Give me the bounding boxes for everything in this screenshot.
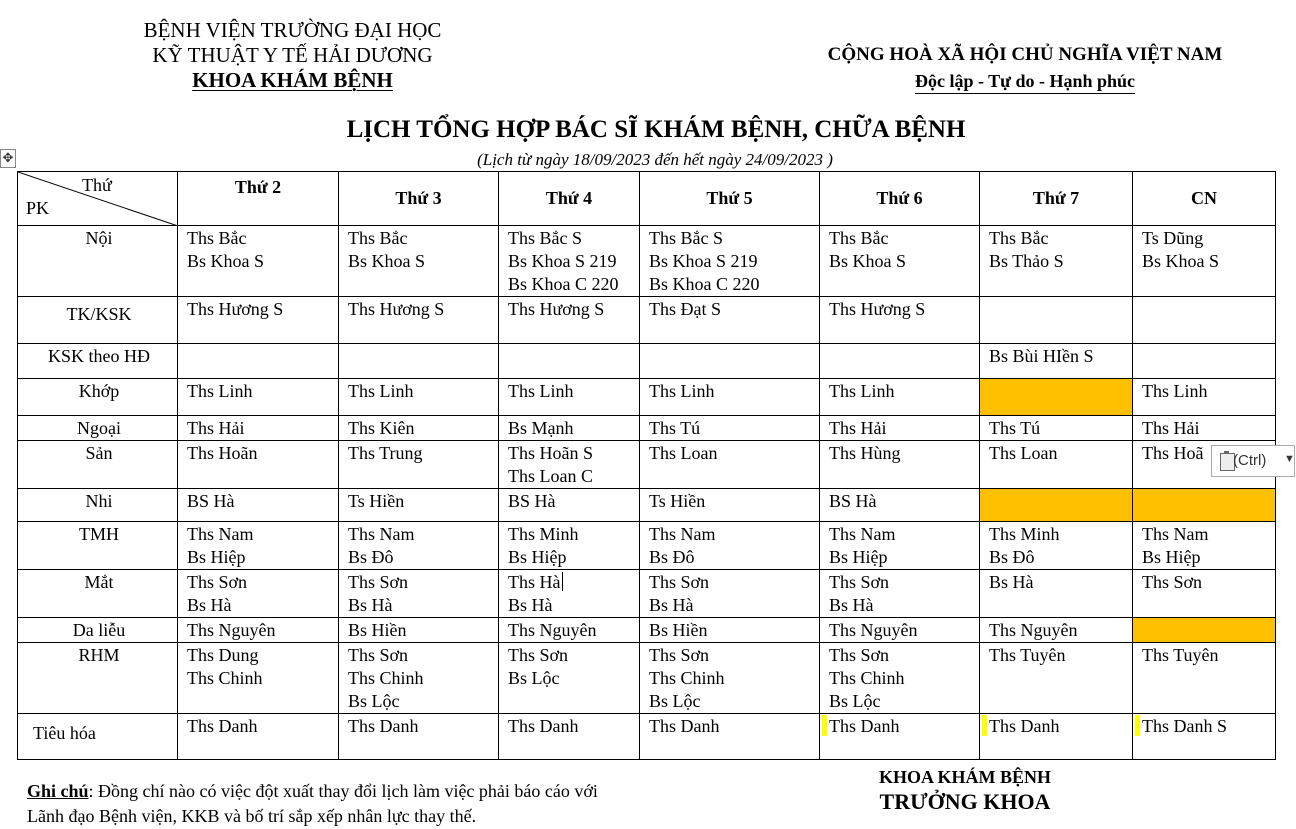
paste-options-label: (Ctrl) xyxy=(1233,452,1267,469)
chevron-down-icon: ▼ xyxy=(1284,453,1295,465)
corner-cell xyxy=(18,172,178,226)
schedule-cell[interactable]: Ths Danh xyxy=(640,714,820,760)
schedule-cell[interactable]: Ths Danh xyxy=(980,714,1133,760)
schedule-cell[interactable]: Ths Sơn xyxy=(1133,570,1276,618)
day-header[interactable]: Thứ 2 xyxy=(178,172,339,226)
org-line-1: BỆNH VIỆN TRƯỜNG ĐẠI HỌC xyxy=(143,18,442,42)
nation-title: CỘNG HOÀ XÃ HỘI CHỦ NGHĨA VIỆT NAM xyxy=(827,44,1223,65)
schedule-cell[interactable]: Ths Bắc Bs Thảo S xyxy=(980,226,1133,297)
schedule-cell[interactable]: Ths Bắc S Bs Khoa S 219 Bs Khoa C 220 xyxy=(499,226,640,297)
schedule-cell[interactable]: Ths Sơn Bs Hà xyxy=(339,570,499,618)
schedule-cell[interactable] xyxy=(1133,297,1276,344)
schedule-cell[interactable] xyxy=(1133,344,1276,379)
schedule-cell[interactable]: Ths Danh xyxy=(178,714,339,760)
day-header[interactable]: Thứ 5 xyxy=(640,172,820,226)
highlight-marker xyxy=(822,715,827,736)
highlight-marker xyxy=(982,715,987,736)
schedule-cell[interactable]: Ths Bắc Bs Khoa S xyxy=(339,226,499,297)
schedule-cell[interactable]: Ths Bắc Bs Khoa S xyxy=(820,226,980,297)
clinic-label: RHM xyxy=(18,643,178,714)
text-cursor xyxy=(562,572,563,591)
page-title: LỊCH TỔNG HỢP BÁC SĨ KHÁM BỆNH, CHỮA BỆNH xyxy=(346,116,966,143)
highlighted-empty-cell[interactable] xyxy=(1133,618,1276,643)
schedule-cell[interactable]: Ths Bắc S Bs Khoa S 219 Bs Khoa C 220 xyxy=(640,226,820,297)
schedule-cell[interactable]: Ths Trung xyxy=(339,441,499,489)
clinic-label: TMH xyxy=(18,522,178,570)
schedule-cell[interactable]: Ts Dũng Bs Khoa S xyxy=(1133,226,1276,297)
schedule-cell[interactable]: Ths Linh xyxy=(178,379,339,416)
schedule-table xyxy=(17,171,1276,760)
schedule-cell[interactable]: BS Hà xyxy=(178,489,339,522)
highlight-marker xyxy=(1135,715,1140,736)
clinic-label: Khớp xyxy=(18,379,178,416)
dept-name: KHOA KHÁM BỆNH xyxy=(192,68,393,92)
schedule-cell[interactable]: Ts Hiền xyxy=(640,489,820,522)
schedule-cell[interactable]: Ths Sơn Ths Chinh Bs Lộc xyxy=(640,643,820,714)
day-header[interactable]: Thứ 7 xyxy=(980,172,1133,226)
table-row xyxy=(18,297,1276,344)
schedule-cell[interactable]: Ths Tuyên xyxy=(980,643,1133,714)
highlighted-empty-cell[interactable] xyxy=(980,489,1133,522)
schedule-cell[interactable]: Ths Hương S xyxy=(499,297,640,344)
table-row xyxy=(18,416,1276,441)
schedule-cell[interactable]: Ths Linh xyxy=(1133,379,1276,416)
schedule-cell[interactable] xyxy=(178,344,339,379)
schedule-cell[interactable]: Ths Danh xyxy=(499,714,640,760)
schedule-cell[interactable]: Ths Hoãn S Ths Loan C xyxy=(499,441,640,489)
schedule-cell[interactable]: Ths Nam Bs Hiệp xyxy=(820,522,980,570)
table-row xyxy=(18,714,1276,760)
schedule-cell[interactable]: Ths Sơn Bs Hà xyxy=(820,570,980,618)
schedule-cell[interactable]: Ths Sơn Bs Hà xyxy=(178,570,339,618)
schedule-cell[interactable]: Ths Hương S xyxy=(820,297,980,344)
hospital-header xyxy=(100,18,485,93)
schedule-cell[interactable]: Ths Nguyên xyxy=(980,618,1133,643)
note-text: : Đồng chí nào có việc đột xuất thay đổi lịch làm việc phải báo cáo với Lãnh đạo Bệnh viện, KKB và bố trí sắp xếp nhân lực thay thế. xyxy=(27,781,598,826)
schedule-cell[interactable]: Ths Nguyên xyxy=(820,618,980,643)
schedule-cell[interactable]: Ths Sơn Bs Hà xyxy=(640,570,820,618)
schedule-cell[interactable]: Bs Bùi HIền S xyxy=(980,344,1133,379)
schedule-cell[interactable]: Ths Minh Bs Hiệp xyxy=(499,522,640,570)
highlighted-empty-cell[interactable] xyxy=(980,379,1133,416)
schedule-cell[interactable]: Ths Nguyên xyxy=(499,618,640,643)
signature-block xyxy=(820,766,1110,816)
clinic-label: Ngoại xyxy=(18,416,178,441)
schedule-cell[interactable]: Ths Hương S xyxy=(339,297,499,344)
table-row xyxy=(18,522,1276,570)
schedule-cell[interactable]: Ths Tú xyxy=(640,416,820,441)
highlighted-empty-cell[interactable] xyxy=(1133,489,1276,522)
schedule-cell[interactable]: Ths Hải xyxy=(1133,416,1276,441)
day-header[interactable]: Thứ 3 xyxy=(339,172,499,226)
note-label: Ghi chú xyxy=(27,781,89,801)
schedule-cell[interactable]: Ths Linh xyxy=(640,379,820,416)
schedule-cell[interactable] xyxy=(640,344,820,379)
schedule-cell[interactable]: Ths Nam Bs Đô xyxy=(339,522,499,570)
schedule-cell[interactable]: Bs Mạnh xyxy=(499,416,640,441)
clinic-label: Sản xyxy=(18,441,178,489)
schedule-cell[interactable] xyxy=(499,344,640,379)
schedule-cell[interactable]: Bs Hiền xyxy=(640,618,820,643)
schedule-cell[interactable]: Ths Hương S xyxy=(178,297,339,344)
schedule-cell[interactable]: Ths Tú xyxy=(980,416,1133,441)
national-motto: Độc lập - Tự do - Hạnh phúc xyxy=(790,68,1260,94)
table-row xyxy=(18,379,1276,416)
table-row xyxy=(18,618,1276,643)
schedule-cell[interactable]: Ths Danh xyxy=(339,714,499,760)
schedule-cell[interactable]: Ths Nguyên xyxy=(178,618,339,643)
clinic-label: TK/KSK xyxy=(18,297,178,344)
table-row xyxy=(18,489,1276,522)
paste-options-button[interactable] xyxy=(1211,445,1295,477)
schedule-cell[interactable]: Ths Danh xyxy=(820,714,980,760)
schedule-cell[interactable]: Ths Minh Bs Đô xyxy=(980,522,1133,570)
schedule-cell[interactable]: Ths Linh xyxy=(499,379,640,416)
schedule-cell[interactable]: Ths Đạt S xyxy=(640,297,820,344)
table-row xyxy=(18,344,1276,379)
schedule-cell[interactable]: BS Hà xyxy=(499,489,640,522)
schedule-cell[interactable]: Ths Hùng xyxy=(820,441,980,489)
footnote xyxy=(27,779,627,829)
schedule-cell[interactable]: Ths Sơn Ths Chinh Bs Lộc xyxy=(339,643,499,714)
schedule-cell[interactable]: Ths Bắc Bs Khoa S xyxy=(178,226,339,297)
schedule-cell[interactable]: Ths Kiên xyxy=(339,416,499,441)
schedule-cell[interactable] xyxy=(980,297,1133,344)
page-subtitle: (Lịch từ ngày 18/09/2023 đến hết ngày 24/09/2023 ) xyxy=(477,150,833,169)
org-line-2: KỸ THUẬT Y TẾ HẢI DƯƠNG xyxy=(152,43,433,67)
clinic-label: KSK theo HĐ xyxy=(18,344,178,379)
schedule-cell[interactable]: Ths Loan xyxy=(640,441,820,489)
day-header[interactable]: Thứ 6 xyxy=(820,172,980,226)
schedule-cell[interactable]: Ths Dung Ths Chinh xyxy=(178,643,339,714)
schedule-cell[interactable]: Ths Sơn Ths Chinh Bs Lộc xyxy=(820,643,980,714)
table-row xyxy=(18,570,1276,618)
schedule-cell[interactable]: Ths Danh S xyxy=(1133,714,1276,760)
clinic-label: Mắt xyxy=(18,570,178,618)
schedule-cell[interactable]: Ths Linh xyxy=(820,379,980,416)
schedule-cell[interactable]: Ths Nam Bs Hiệp xyxy=(1133,522,1276,570)
table-row xyxy=(18,226,1276,297)
clinic-label: Nội xyxy=(18,226,178,297)
schedule-cell[interactable]: Ths Hà Bs Hà xyxy=(499,570,640,618)
schedule-cell[interactable]: Ts Hiền xyxy=(339,489,499,522)
corner-day-label: Thứ xyxy=(82,175,112,195)
clinic-label: Da liễu xyxy=(18,618,178,643)
national-header xyxy=(790,42,1260,94)
schedule-cell[interactable]: BS Hà xyxy=(820,489,980,522)
schedule-cell[interactable]: Bs Hà xyxy=(980,570,1133,618)
schedule-cell[interactable] xyxy=(339,344,499,379)
schedule-cell[interactable]: Ths Sơn Bs Lộc xyxy=(499,643,640,714)
table-move-handle-icon[interactable]: ✥ xyxy=(0,149,16,168)
clinic-label: Nhi xyxy=(18,489,178,522)
schedule-cell[interactable]: Bs Hiền xyxy=(339,618,499,643)
day-header[interactable]: CN xyxy=(1133,172,1276,226)
signature-dept: KHOA KHÁM BỆNH xyxy=(878,767,1051,787)
schedule-cell[interactable]: Ths Loan xyxy=(980,441,1133,489)
corner-clinic-label: PK xyxy=(26,198,50,218)
schedule-cell[interactable]: Ths Hải xyxy=(820,416,980,441)
schedule-cell[interactable]: Ths Hoã xyxy=(1133,441,1276,489)
schedule-cell[interactable]: Ths Linh xyxy=(339,379,499,416)
table-row xyxy=(18,441,1276,489)
schedule-cell[interactable]: Ths Nam Bs Đô xyxy=(640,522,820,570)
signature-role: TRƯỞNG KHOA xyxy=(879,789,1051,814)
day-header[interactable]: Thứ 4 xyxy=(499,172,640,226)
schedule-cell[interactable]: Ths Hải xyxy=(178,416,339,441)
schedule-cell[interactable]: Ths Tuyên xyxy=(1133,643,1276,714)
schedule-cell[interactable] xyxy=(820,344,980,379)
clinic-label: Tiêu hóa xyxy=(18,714,178,760)
schedule-cell[interactable]: Ths Nam Bs Hiệp xyxy=(178,522,339,570)
schedule-cell[interactable]: Ths Hoãn xyxy=(178,441,339,489)
table-header-row xyxy=(18,172,1276,226)
table-row xyxy=(18,643,1276,714)
